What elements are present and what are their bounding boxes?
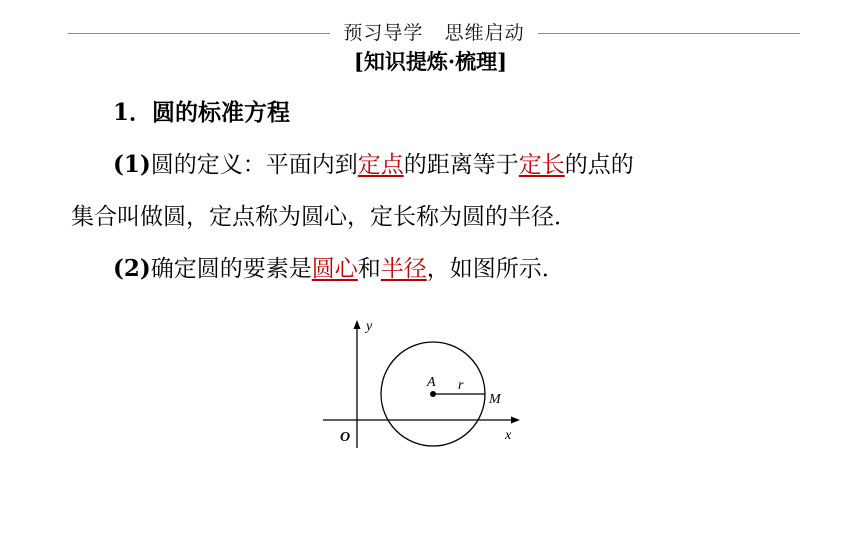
- y-axis-label: y: [366, 319, 373, 334]
- item-label: (2): [113, 255, 151, 282]
- fill-blank-radius: 半径: [380, 256, 427, 282]
- definition-paragraph: [113, 148, 634, 182]
- text-segment: 确定圆的要素是: [150, 256, 312, 282]
- text-segment: ，如图所示．: [426, 256, 565, 282]
- origin-label: O: [340, 430, 351, 445]
- x-axis-arrow: [511, 417, 520, 424]
- section-header: [332, 20, 536, 46]
- topic-heading: 1．圆的标准方程: [113, 99, 291, 126]
- point-label: M: [489, 392, 501, 407]
- center-point: [430, 391, 436, 397]
- header-rule-right: [538, 33, 800, 34]
- definition-continuation: 集合叫做圆，定点称为圆心，定长称为圆的半径．: [71, 204, 577, 230]
- fill-blank-fixed-point: 定点: [357, 152, 404, 178]
- text-segment: 圆的定义：平面内到: [150, 152, 358, 178]
- radius-label: r: [458, 378, 464, 393]
- fill-blank-fixed-length: 定长: [518, 152, 565, 178]
- section-title: 预习导学: [343, 22, 424, 44]
- center-label: A: [427, 375, 436, 390]
- subsection-title: 思维启动: [444, 22, 525, 44]
- section-subtitle: [知识提炼·梳理]: [353, 49, 508, 74]
- item-label: (1): [113, 151, 151, 178]
- circle-diagram: [315, 308, 530, 458]
- text-segment: 的距离等于: [403, 152, 519, 178]
- y-axis-arrow: [354, 320, 361, 329]
- text-segment: 和: [357, 256, 381, 282]
- fill-blank-center: 圆心: [311, 256, 358, 282]
- elements-paragraph: [113, 252, 565, 286]
- x-axis-label: x: [505, 428, 512, 443]
- text-segment: 的点的: [564, 152, 634, 178]
- header-rule-left: [68, 33, 330, 34]
